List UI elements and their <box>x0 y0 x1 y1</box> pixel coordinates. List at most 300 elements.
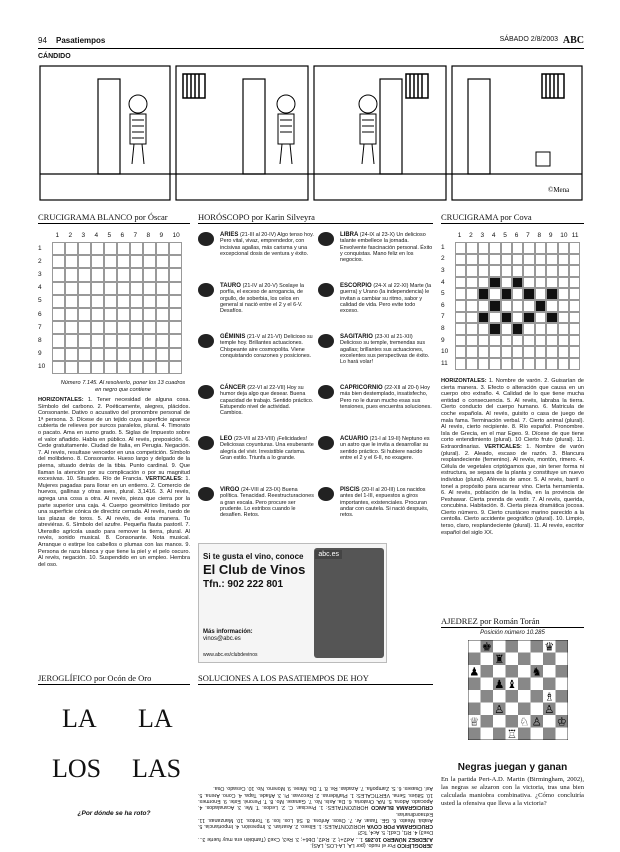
grid-cell[interactable] <box>546 323 557 335</box>
chess-square[interactable] <box>531 690 544 703</box>
grid-cell[interactable] <box>558 265 569 277</box>
grid-row-number: 6 <box>441 301 445 309</box>
grid-cell[interactable] <box>455 300 466 312</box>
chess-piece[interactable] <box>469 665 479 678</box>
chess-square[interactable] <box>493 665 506 678</box>
grid-cell[interactable] <box>569 312 580 324</box>
chess-square[interactable] <box>493 690 506 703</box>
grid-cell[interactable] <box>169 334 182 347</box>
grid-cell[interactable] <box>523 312 534 324</box>
chess-piece[interactable] <box>519 715 529 728</box>
grid-cell[interactable] <box>104 334 117 347</box>
grid-cell[interactable] <box>466 288 477 300</box>
grid-cell[interactable] <box>512 312 523 324</box>
grid-cell[interactable] <box>501 265 512 277</box>
chess-piece[interactable] <box>494 653 504 666</box>
grid-cell[interactable] <box>512 346 523 358</box>
grid-cell[interactable] <box>143 282 156 295</box>
grid-cell[interactable] <box>117 295 130 308</box>
grid-cell[interactable] <box>78 282 91 295</box>
grid-cell[interactable] <box>130 308 143 321</box>
grid-cell[interactable] <box>501 254 512 266</box>
grid-cell[interactable] <box>78 334 91 347</box>
grid-cell[interactable] <box>523 265 534 277</box>
grid-cell[interactable] <box>91 361 104 374</box>
grid-cell[interactable] <box>156 295 169 308</box>
grid-cell[interactable] <box>52 348 65 361</box>
grid-cell[interactable] <box>512 300 523 312</box>
chess-piece[interactable] <box>544 690 554 703</box>
grid-cell[interactable] <box>501 312 512 324</box>
grid-cell[interactable] <box>169 361 182 374</box>
grid-cell[interactable] <box>78 268 91 281</box>
chess-square[interactable] <box>468 690 481 703</box>
grid-cell[interactable] <box>512 358 523 370</box>
grid-cell[interactable] <box>558 323 569 335</box>
grid-cell[interactable] <box>523 300 534 312</box>
grid-cell[interactable] <box>501 335 512 347</box>
grid-cell[interactable] <box>558 277 569 289</box>
grid-cell[interactable] <box>546 358 557 370</box>
chess-square[interactable] <box>518 653 531 666</box>
grid-cell[interactable] <box>455 277 466 289</box>
grid-cell[interactable] <box>91 268 104 281</box>
grid-cell[interactable] <box>156 308 169 321</box>
grid-cell[interactable] <box>130 321 143 334</box>
grid-cell[interactable] <box>455 323 466 335</box>
grid-cell[interactable] <box>455 335 466 347</box>
grid-cell[interactable] <box>489 254 500 266</box>
grid-cell[interactable] <box>117 321 130 334</box>
grid-cell[interactable] <box>65 295 78 308</box>
chess-square[interactable] <box>518 690 531 703</box>
grid-cell[interactable] <box>104 268 117 281</box>
grid-cell[interactable] <box>501 358 512 370</box>
grid-cell[interactable] <box>169 255 182 268</box>
chess-square[interactable] <box>543 715 556 728</box>
chess-square[interactable] <box>531 678 544 691</box>
grid-cell[interactable] <box>558 358 569 370</box>
grid-cell[interactable] <box>523 358 534 370</box>
grid-cell[interactable] <box>512 277 523 289</box>
grid-cell[interactable] <box>569 265 580 277</box>
grid-cell[interactable] <box>569 300 580 312</box>
grid-cell[interactable] <box>78 295 91 308</box>
grid-cell[interactable] <box>91 255 104 268</box>
grid-cell[interactable] <box>489 335 500 347</box>
grid-cell[interactable] <box>478 323 489 335</box>
chess-square[interactable] <box>518 678 531 691</box>
grid-cell[interactable] <box>535 358 546 370</box>
chess-square[interactable] <box>493 728 506 741</box>
grid-cell[interactable] <box>169 295 182 308</box>
grid-cell[interactable] <box>489 288 500 300</box>
grid-cell[interactable] <box>143 361 156 374</box>
grid-cell[interactable] <box>489 277 500 289</box>
grid-cell[interactable] <box>569 288 580 300</box>
grid-cell[interactable] <box>91 334 104 347</box>
chess-square[interactable] <box>481 678 494 691</box>
chess-piece[interactable] <box>532 715 542 728</box>
chess-square[interactable] <box>556 665 569 678</box>
grid-cell[interactable] <box>52 308 65 321</box>
chess-square[interactable] <box>556 678 569 691</box>
grid-cell[interactable] <box>130 334 143 347</box>
grid-cell[interactable] <box>489 242 500 254</box>
grid-cell[interactable] <box>535 312 546 324</box>
grid-cell[interactable] <box>478 288 489 300</box>
grid-cell[interactable] <box>466 242 477 254</box>
grid-cell[interactable] <box>65 268 78 281</box>
crucigrama-blanco-grid[interactable] <box>38 232 190 384</box>
chess-square[interactable] <box>543 665 556 678</box>
chess-square[interactable] <box>493 715 506 728</box>
ad-url[interactable]: www.abc.es/clubdevinos <box>203 652 258 658</box>
grid-cell[interactable] <box>156 334 169 347</box>
grid-cell[interactable] <box>523 346 534 358</box>
grid-cell[interactable] <box>455 254 466 266</box>
grid-cell[interactable] <box>130 361 143 374</box>
grid-cell[interactable] <box>104 308 117 321</box>
grid-cell[interactable] <box>523 323 534 335</box>
grid-cell[interactable] <box>455 312 466 324</box>
grid-cell[interactable] <box>466 300 477 312</box>
grid-cell[interactable] <box>546 242 557 254</box>
grid-cell[interactable] <box>104 282 117 295</box>
grid-cell[interactable] <box>466 265 477 277</box>
grid-cell[interactable] <box>466 335 477 347</box>
chess-square[interactable] <box>468 678 481 691</box>
grid-cell[interactable] <box>143 334 156 347</box>
grid-cell[interactable] <box>156 282 169 295</box>
chess-square[interactable] <box>518 728 531 741</box>
crucigrama-cova-title: CRUCIGRAMA por Cova <box>441 212 584 224</box>
grid-cell[interactable] <box>501 242 512 254</box>
grid-cell[interactable] <box>52 255 65 268</box>
chess-square[interactable] <box>506 703 519 716</box>
grid-cell[interactable] <box>546 254 557 266</box>
grid-cell[interactable] <box>478 265 489 277</box>
grid-cell[interactable] <box>117 308 130 321</box>
grid-cell[interactable] <box>130 295 143 308</box>
grid-cell[interactable] <box>558 300 569 312</box>
grid-cell[interactable] <box>52 295 65 308</box>
grid-cell[interactable] <box>91 321 104 334</box>
grid-cell[interactable] <box>104 295 117 308</box>
grid-cell[interactable] <box>478 254 489 266</box>
chess-piece[interactable] <box>557 715 567 728</box>
grid-cell[interactable] <box>501 288 512 300</box>
chess-square[interactable] <box>506 715 519 728</box>
grid-cell[interactable] <box>156 242 169 255</box>
crucigrama-cova-grid[interactable] <box>441 232 584 372</box>
grid-cell[interactable] <box>569 323 580 335</box>
grid-cell[interactable] <box>91 348 104 361</box>
grid-cell[interactable] <box>130 242 143 255</box>
grid-cell[interactable] <box>535 323 546 335</box>
grid-cell[interactable] <box>143 255 156 268</box>
chess-piece[interactable] <box>469 715 479 728</box>
chess-square[interactable] <box>481 715 494 728</box>
grid-cell[interactable] <box>104 242 117 255</box>
grid-cell[interactable] <box>569 346 580 358</box>
chess-square[interactable] <box>481 665 494 678</box>
grid-cell[interactable] <box>156 348 169 361</box>
grid-cell[interactable] <box>489 312 500 324</box>
grid-cell[interactable] <box>535 277 546 289</box>
chess-piece[interactable] <box>507 728 517 740</box>
grid-cell[interactable] <box>78 348 91 361</box>
grid-cell[interactable] <box>478 358 489 370</box>
grid-cell[interactable] <box>78 242 91 255</box>
grid-cell[interactable] <box>117 334 130 347</box>
chess-square[interactable] <box>556 653 569 666</box>
grid-cell[interactable] <box>65 255 78 268</box>
grid-cell[interactable] <box>489 265 500 277</box>
grid-cell[interactable] <box>466 254 477 266</box>
chess-square[interactable] <box>468 703 481 716</box>
grid-cell[interactable] <box>523 242 534 254</box>
grid-cell[interactable] <box>143 242 156 255</box>
grid-cell[interactable] <box>501 277 512 289</box>
jero-word-4: LAS <box>132 754 182 783</box>
grid-cell[interactable] <box>65 348 78 361</box>
grid-cell[interactable] <box>130 255 143 268</box>
chess-square[interactable] <box>543 678 556 691</box>
chess-square[interactable] <box>556 640 569 653</box>
grid-cell[interactable] <box>52 321 65 334</box>
grid-cell[interactable] <box>65 361 78 374</box>
grid-cell[interactable] <box>169 242 182 255</box>
grid-cell[interactable] <box>535 265 546 277</box>
grid-cell[interactable] <box>117 282 130 295</box>
grid-cell[interactable] <box>535 288 546 300</box>
grid-cell[interactable] <box>489 323 500 335</box>
grid-cell[interactable] <box>558 288 569 300</box>
chess-square[interactable] <box>531 703 544 716</box>
grid-cell[interactable] <box>512 323 523 335</box>
grid-cell[interactable] <box>546 335 557 347</box>
grid-cell[interactable] <box>104 361 117 374</box>
chess-square[interactable] <box>556 728 569 741</box>
chess-square[interactable] <box>531 728 544 741</box>
chess-piece[interactable] <box>494 678 504 691</box>
grid-cell[interactable] <box>156 268 169 281</box>
grid-cell[interactable] <box>535 300 546 312</box>
grid-cell[interactable] <box>512 254 523 266</box>
grid-cell[interactable] <box>512 288 523 300</box>
grid-cell[interactable] <box>478 300 489 312</box>
grid-cell[interactable] <box>523 335 534 347</box>
grid-cell[interactable] <box>569 335 580 347</box>
chess-square[interactable] <box>543 728 556 741</box>
grid-cell[interactable] <box>117 242 130 255</box>
grid-cell[interactable] <box>455 288 466 300</box>
grid-cell[interactable] <box>104 348 117 361</box>
chess-square[interactable] <box>506 690 519 703</box>
grid-cell[interactable] <box>65 321 78 334</box>
grid-cell[interactable] <box>78 308 91 321</box>
grid-cell[interactable] <box>52 282 65 295</box>
grid-cell[interactable] <box>501 346 512 358</box>
grid-cell[interactable] <box>455 346 466 358</box>
grid-cell[interactable] <box>156 321 169 334</box>
grid-cell[interactable] <box>466 277 477 289</box>
chess-square[interactable] <box>493 640 506 653</box>
grid-cell[interactable] <box>523 277 534 289</box>
grid-cell[interactable] <box>535 346 546 358</box>
grid-cell[interactable] <box>489 346 500 358</box>
grid-cell[interactable] <box>104 255 117 268</box>
grid-cell[interactable] <box>52 268 65 281</box>
grid-cell[interactable] <box>569 358 580 370</box>
grid-cell[interactable] <box>169 348 182 361</box>
grid-cell[interactable] <box>455 242 466 254</box>
grid-cell[interactable] <box>478 312 489 324</box>
grid-cell[interactable] <box>478 346 489 358</box>
grid-cell[interactable] <box>52 242 65 255</box>
grid-cell[interactable] <box>169 282 182 295</box>
grid-cell[interactable] <box>489 300 500 312</box>
grid-cell[interactable] <box>546 265 557 277</box>
grid-cell[interactable] <box>117 361 130 374</box>
grid-cell[interactable] <box>91 242 104 255</box>
chess-piece[interactable] <box>482 640 492 653</box>
chess-board[interactable] <box>468 640 568 740</box>
grid-cell[interactable] <box>65 242 78 255</box>
grid-cell[interactable] <box>478 277 489 289</box>
grid-cell[interactable] <box>466 358 477 370</box>
chess-square[interactable] <box>506 653 519 666</box>
chess-square[interactable] <box>531 653 544 666</box>
grid-cell[interactable] <box>117 348 130 361</box>
grid-cell[interactable] <box>78 321 91 334</box>
grid-cell[interactable] <box>512 265 523 277</box>
grid-cell[interactable] <box>466 346 477 358</box>
grid-cell[interactable] <box>558 254 569 266</box>
grid-cell[interactable] <box>52 361 65 374</box>
chess-piece[interactable] <box>544 640 554 653</box>
grid-cell[interactable] <box>78 255 91 268</box>
grid-cell[interactable] <box>117 255 130 268</box>
chess-square[interactable] <box>468 653 481 666</box>
grid-cell[interactable] <box>512 335 523 347</box>
grid-cell[interactable] <box>143 308 156 321</box>
grid-cell[interactable] <box>156 361 169 374</box>
chess-square[interactable] <box>481 703 494 716</box>
grid-cell[interactable] <box>91 295 104 308</box>
zodiac-icon <box>318 283 334 297</box>
grid-cell[interactable] <box>78 361 91 374</box>
grid-cell[interactable] <box>455 358 466 370</box>
grid-cell[interactable] <box>52 334 65 347</box>
chess-square[interactable] <box>506 665 519 678</box>
grid-cell[interactable] <box>546 312 557 324</box>
chess-piece[interactable] <box>532 665 542 678</box>
chess-square[interactable] <box>481 728 494 741</box>
chess-square[interactable] <box>481 653 494 666</box>
chess-piece[interactable] <box>544 703 554 716</box>
grid-cell[interactable] <box>546 277 557 289</box>
chess-piece[interactable] <box>494 703 504 716</box>
chess-square[interactable] <box>518 703 531 716</box>
grid-cell[interactable] <box>169 308 182 321</box>
grid-cell[interactable] <box>478 335 489 347</box>
grid-cell[interactable] <box>117 268 130 281</box>
grid-cell[interactable] <box>535 254 546 266</box>
grid-cell[interactable] <box>156 255 169 268</box>
grid-cell[interactable] <box>65 308 78 321</box>
chess-piece[interactable] <box>507 678 517 691</box>
grid-cell[interactable] <box>501 323 512 335</box>
grid-cell[interactable] <box>143 268 156 281</box>
grid-cell[interactable] <box>546 346 557 358</box>
grid-cell[interactable] <box>558 335 569 347</box>
horoscope-text: CAPRICORNIO (22-XII al 20-I) Hoy más bien destemplado, insatisfecho, Pero no le duran mucho esas sus tensiones, pues encuentra soluciones. <box>340 385 432 410</box>
grid-cell[interactable] <box>143 348 156 361</box>
chess-square[interactable] <box>481 690 494 703</box>
grid-cell[interactable] <box>535 242 546 254</box>
grid-col-number: 7 <box>133 232 138 239</box>
grid-cell[interactable] <box>91 282 104 295</box>
grid-cell[interactable] <box>466 312 477 324</box>
grid-cell[interactable] <box>478 242 489 254</box>
chess-square[interactable] <box>518 665 531 678</box>
grid-cell[interactable] <box>455 265 466 277</box>
grid-cell[interactable] <box>523 288 534 300</box>
grid-cell[interactable] <box>501 300 512 312</box>
grid-cell[interactable] <box>535 335 546 347</box>
grid-cell[interactable] <box>489 358 500 370</box>
club-vinos-ad[interactable] <box>198 543 387 663</box>
chess-square[interactable] <box>556 690 569 703</box>
grid-cell[interactable] <box>569 254 580 266</box>
grid-cell[interactable] <box>546 300 557 312</box>
grid-cell[interactable] <box>558 312 569 324</box>
chess-square[interactable] <box>556 703 569 716</box>
grid-cell[interactable] <box>523 254 534 266</box>
grid-cell[interactable] <box>130 268 143 281</box>
chess-square[interactable] <box>468 640 481 653</box>
grid-cell[interactable] <box>143 295 156 308</box>
grid-cell[interactable] <box>558 346 569 358</box>
grid-row-number: 10 <box>441 348 449 356</box>
grid-col-number: 10 <box>172 232 180 239</box>
grid-cell[interactable] <box>91 308 104 321</box>
grid-col-number: 9 <box>159 232 164 239</box>
grid-cell[interactable] <box>569 242 580 254</box>
ad-email[interactable]: vinos@abc.es <box>203 636 241 642</box>
grid-cell[interactable] <box>65 334 78 347</box>
chess-square[interactable] <box>531 640 544 653</box>
chess-square[interactable] <box>543 653 556 666</box>
grid-cell[interactable] <box>512 242 523 254</box>
grid-cell[interactable] <box>466 323 477 335</box>
grid-cell[interactable] <box>143 321 156 334</box>
grid-cell[interactable] <box>546 288 557 300</box>
grid-cell[interactable] <box>130 282 143 295</box>
grid-cell[interactable] <box>169 268 182 281</box>
chess-square[interactable] <box>518 640 531 653</box>
chess-square[interactable] <box>506 640 519 653</box>
grid-cell[interactable] <box>104 321 117 334</box>
grid-cell[interactable] <box>558 242 569 254</box>
grid-cell[interactable] <box>169 321 182 334</box>
chess-square[interactable] <box>468 728 481 741</box>
grid-cell[interactable] <box>569 277 580 289</box>
grid-cell[interactable] <box>65 282 78 295</box>
grid-cell[interactable] <box>130 348 143 361</box>
